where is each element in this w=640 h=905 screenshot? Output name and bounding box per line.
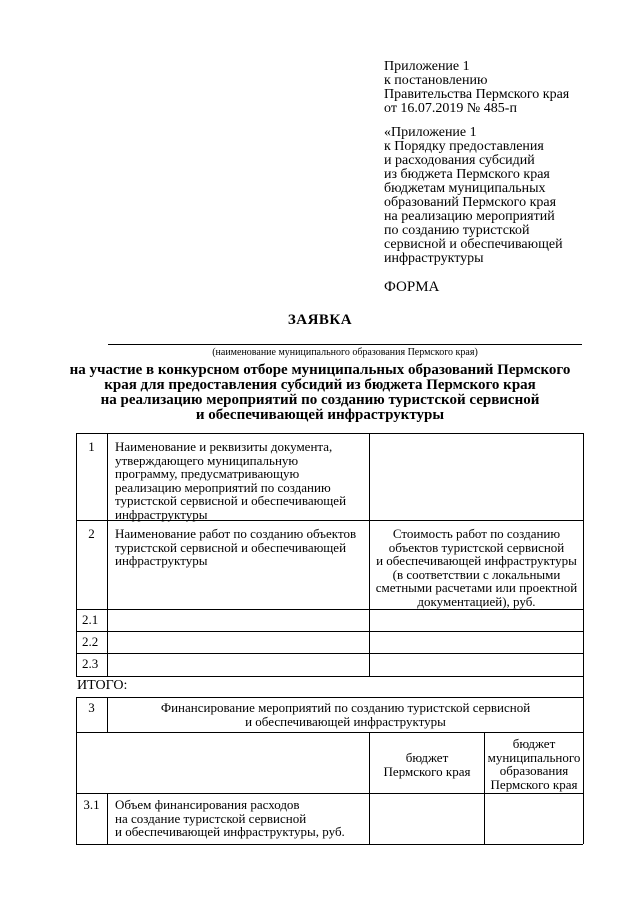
- total-label: ИТОГО:: [77, 678, 128, 693]
- row-number: 3: [88, 700, 95, 715]
- regional-budget-header: бюджет Пермского края: [383, 750, 471, 779]
- municipality-name-caption: (наименование муниципального образования Пермского края): [212, 347, 478, 358]
- subject-line: края для предоставления субсидий из бюджета Пермского края: [104, 377, 536, 393]
- row-number: 1: [88, 439, 95, 454]
- inner-appendix-line: бюджетам муниципальных: [384, 181, 546, 196]
- works-name-label: Наименование работ по созданию объектов туристской сервисной и обеспечивающей инфраструктуры: [115, 526, 357, 568]
- form-label: ФОРМА: [384, 279, 440, 295]
- financing-header: Финансирование мероприятий по созданию туристской сервисной и обеспечивающей инфраструктуры: [160, 700, 531, 729]
- appendix-line: Приложение 1: [384, 59, 470, 74]
- appendix-line: Правительства Пермского края: [384, 87, 570, 102]
- municipality-name-line: [108, 344, 582, 345]
- document-title: ЗАЯВКА: [287, 312, 353, 328]
- inner-appendix-line: и расходования субсидий: [384, 153, 535, 168]
- subject-line: на реализацию мероприятий по созданию туристской сервисной: [100, 392, 540, 408]
- works-cost-header: Стоимость работ по созданию объектов туристской сервисной и обеспечивающей инфраструктуры (в соответствии с локальными сметными расчетами или проектной документацией), руб.: [375, 526, 578, 609]
- sub-row-number: 2.3: [82, 656, 99, 671]
- application-subject: [40, 363, 600, 423]
- inner-appendix-line: к Порядку предоставления: [384, 139, 544, 154]
- inner-appendix-line: по созданию туристской: [384, 223, 530, 238]
- municipal-budget-header: бюджет муниципального образования Пермского края: [487, 736, 581, 792]
- appendix-line: от 16.07.2019 № 485-п: [384, 101, 517, 116]
- row-number: 3.1: [83, 797, 100, 812]
- appendix-block: [384, 60, 634, 266]
- inner-appendix-line: сервисной и обеспечивающей: [384, 237, 563, 252]
- financing-volume-label: Объем финансирования расходов на создание туристской сервисной и обеспечивающей инфраструктуры, руб.: [115, 797, 345, 839]
- sub-row-number: 2.1: [82, 612, 99, 627]
- document-requisites-label: Наименование и реквизиты документа, утверждающего муниципальную программу, предусматривающую реализацию мероприятий по созданию туристской сервисной и обеспечивающей инфраструктуры: [115, 439, 347, 522]
- inner-appendix-line: образований Пермского края: [384, 195, 557, 210]
- inner-appendix-line: из бюджета Пермского края: [384, 167, 550, 182]
- sub-row-number: 2.2: [82, 634, 99, 649]
- subject-line: и обеспечивающей инфраструктуры: [195, 407, 445, 423]
- row-number: 2: [88, 526, 95, 541]
- inner-appendix-line: на реализацию мероприятий: [384, 209, 555, 224]
- inner-appendix-line: инфраструктуры: [384, 251, 484, 266]
- subject-line: на участие в конкурсном отборе муниципальных образований Пермского: [69, 362, 571, 378]
- appendix-line: к постановлению: [384, 73, 488, 88]
- inner-appendix-line: «Приложение 1: [384, 125, 477, 140]
